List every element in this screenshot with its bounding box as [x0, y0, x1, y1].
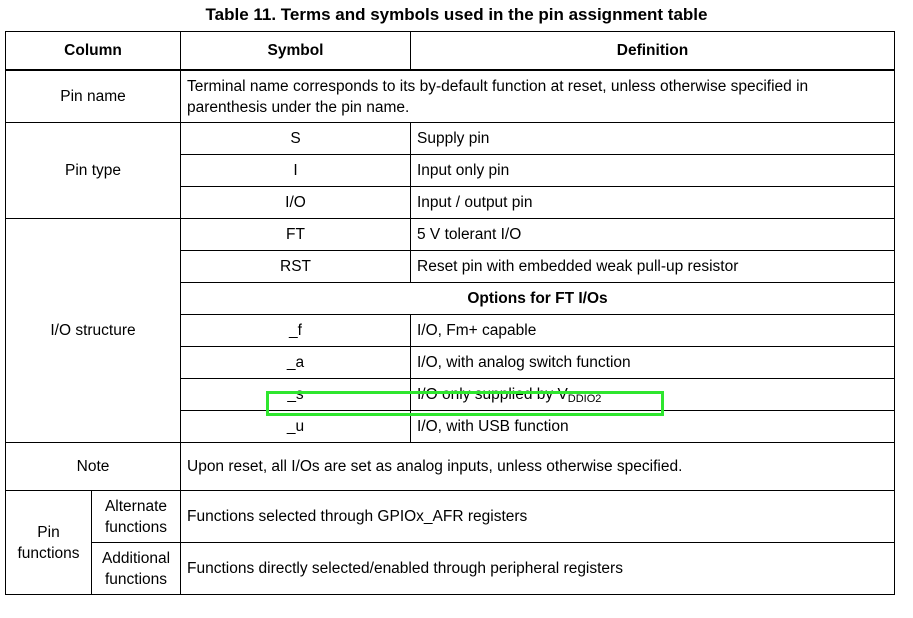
table-row [6, 443, 895, 491]
symbol-cell: _s [181, 379, 411, 411]
options-header: Options for FT I/Os [181, 283, 895, 315]
header-column: Column [6, 32, 181, 71]
header-row [6, 32, 895, 71]
pin-name-cell: Pin name [6, 70, 181, 123]
io-structure-cell: I/O structure [6, 219, 181, 443]
table-row [6, 543, 895, 595]
symbol-cell: _u [181, 411, 411, 443]
definition-cell: Input only pin [411, 155, 895, 187]
symbol-cell: S [181, 123, 411, 155]
header-definition: Definition [411, 32, 895, 71]
definition-cell: 5 V tolerant I/O [411, 219, 895, 251]
definition-cell: Input / output pin [411, 187, 895, 219]
header-symbol: Symbol [181, 32, 411, 71]
definition-subscript: DDIO2 [567, 393, 602, 405]
symbol-cell: _a [181, 347, 411, 379]
symbol-cell: I/O [181, 187, 411, 219]
pin-type-cell: Pin type [6, 123, 181, 219]
symbol-cell: FT [181, 219, 411, 251]
table-title: Table 11. Terms and symbols used in the pin assignment table [205, 5, 708, 24]
pin-assignment-terms-table [5, 31, 895, 595]
table-row [6, 491, 895, 543]
definition-cell: Supply pin [411, 123, 895, 155]
definition-cell [411, 379, 895, 411]
definition-cell: I/O, Fm+ capable [411, 315, 895, 347]
symbol-cell: I [181, 155, 411, 187]
definition-cell: Functions selected through GPIOx_AFR registers [181, 491, 895, 543]
pin-functions-cell: Pin functions [6, 491, 92, 595]
sub-label-cell: Additional functions [92, 543, 181, 595]
pin-name-definition: Terminal name corresponds to its by-default function at reset, unless otherwise specified in parenthesis under the pin name. [181, 70, 895, 123]
note-cell: Note [6, 443, 181, 491]
definition-text: I/O only supplied by V [417, 386, 568, 403]
definition-cell: I/O, with analog switch function [411, 347, 895, 379]
symbol-cell: _f [181, 315, 411, 347]
table-row [6, 219, 895, 251]
definition-cell: Reset pin with embedded weak pull-up resistor [411, 251, 895, 283]
definition-cell: Functions directly selected/enabled through peripheral registers [181, 543, 895, 595]
definition-cell: I/O, with USB function [411, 411, 895, 443]
symbol-cell: RST [181, 251, 411, 283]
sub-label-cell: Alternate functions [92, 491, 181, 543]
table-row [6, 123, 895, 155]
note-definition: Upon reset, all I/Os are set as analog inputs, unless otherwise specified. [181, 443, 895, 491]
table-row [6, 70, 895, 123]
